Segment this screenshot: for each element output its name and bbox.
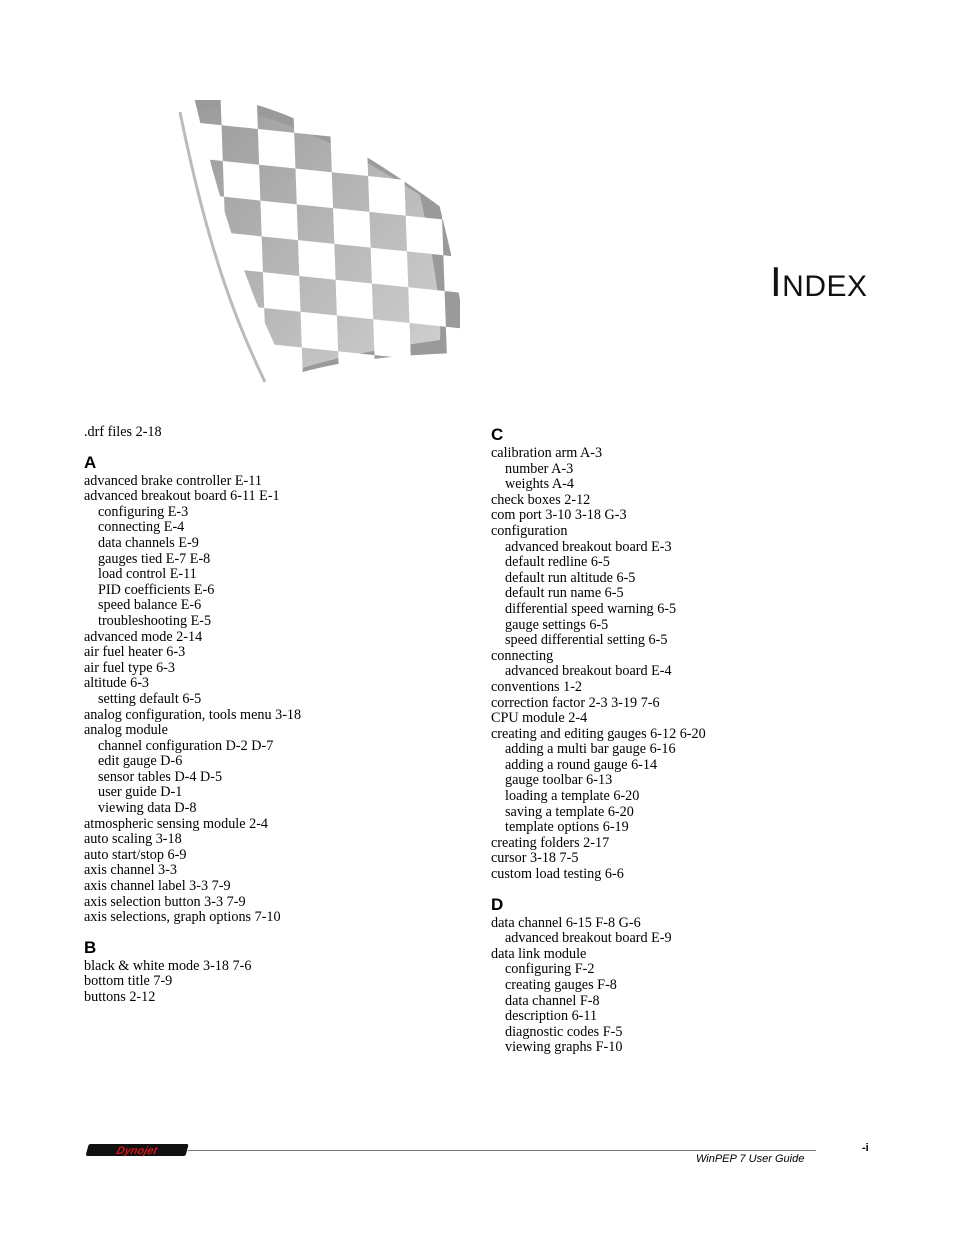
index-subentry: diagnostic codes F-5 xyxy=(505,1023,623,1040)
index-entry: advanced breakout board 6-11 E-1 xyxy=(84,488,280,505)
index-entry: air fuel type 6-3 xyxy=(84,659,175,676)
index-letter-a: A xyxy=(84,452,97,472)
index-subentry: channel configuration D-2 D-7 xyxy=(98,737,274,754)
index-entry: creating folders 2-17 xyxy=(491,834,610,851)
checkered-flag-graphic xyxy=(170,100,460,390)
index-entry: advanced brake controller E-11 xyxy=(84,472,262,489)
index-entry: correction factor 2-3 3-19 7-6 xyxy=(491,694,660,711)
index-subentry: advanced breakout board E-3 xyxy=(505,538,672,555)
index-subentry: data channel F-8 xyxy=(505,992,600,1009)
index-subentry: gauges tied E-7 E-8 xyxy=(98,550,211,567)
flag-check-square xyxy=(402,108,440,148)
index-subentry: viewing graphs F-10 xyxy=(505,1039,623,1056)
flag-check-square xyxy=(447,363,460,390)
index-sections-left xyxy=(84,453,464,1006)
index-subentry: default run name 6-5 xyxy=(505,585,624,602)
index-entry: axis channel 3-3 xyxy=(84,862,177,879)
index-entry: conventions 1-2 xyxy=(491,678,583,695)
index-entry: CPU module 2-4 xyxy=(491,710,588,727)
index-subentry: configuring F-2 xyxy=(505,961,595,978)
index-subentry: saving a template 6-20 xyxy=(505,803,634,820)
index-entry: axis channel label 3-3 7-9 xyxy=(84,878,231,895)
index-subentry: gauge settings 6-5 xyxy=(505,616,609,633)
index-entry: axis selections, graph options 7-10 xyxy=(84,909,281,926)
index-entry: advanced mode 2-14 xyxy=(84,628,203,645)
index-subentry: sensor tables D-4 D-5 xyxy=(98,768,223,785)
index-entry: configuration xyxy=(491,522,568,539)
index-subentry: connecting E-4 xyxy=(98,519,185,536)
flag-check-square xyxy=(170,261,192,301)
index-subentry: speed balance E-6 xyxy=(98,597,202,614)
logo-text: Dynojet xyxy=(115,1145,159,1157)
index-entry: bottom title 7-9 xyxy=(84,973,173,990)
index-entry: data channel 6-15 F-8 G-6 xyxy=(491,914,641,931)
index-entry: data link module xyxy=(491,945,587,962)
index-entry: atmospheric sensing module 2-4 xyxy=(84,815,269,832)
index-letter-c: C xyxy=(491,425,504,444)
index-subentry: adding a multi bar gauge 6-16 xyxy=(505,741,676,758)
index-subentry: description 6-11 xyxy=(505,1008,598,1025)
flag-check-square xyxy=(374,355,412,390)
index-column-right xyxy=(491,425,871,1056)
index-entry: analog module xyxy=(84,722,168,739)
footer-rule xyxy=(188,1150,816,1151)
index-entry: air fuel heater 6-3 xyxy=(84,644,186,661)
flag-check-square xyxy=(267,380,305,390)
index-letter-d: D xyxy=(491,894,504,914)
index-subentry: load control E-11 xyxy=(98,566,197,583)
index-letter-b: B xyxy=(84,937,97,957)
index-entry: altitude 6-3 xyxy=(84,675,150,692)
index-subentry: default run altitude 6-5 xyxy=(505,569,636,586)
index-entry: auto start/stop 6-9 xyxy=(84,846,187,863)
flag-check-square xyxy=(194,372,232,390)
index-subentry: edit gauge D-6 xyxy=(98,753,183,770)
guide-title: WinPEP 7 User Guide xyxy=(696,1153,805,1165)
flag-check-square xyxy=(442,219,460,259)
index-entry: connecting xyxy=(491,647,554,664)
index-entry: black & white mode 3-18 7-6 xyxy=(84,957,252,974)
index-entry: check boxes 2-12 xyxy=(491,491,591,508)
index-subentry: differential speed warning 6-5 xyxy=(505,600,677,617)
index-entry: buttons 2-12 xyxy=(84,989,156,1005)
flag-check-square xyxy=(364,100,402,108)
page-number: -i xyxy=(862,1142,869,1154)
flag-check-square xyxy=(339,387,377,390)
index-subentry: number A-3 xyxy=(505,460,574,477)
index-subentry: advanced breakout board E-9 xyxy=(505,930,672,947)
flag-check-square xyxy=(292,100,330,101)
flag-check-square xyxy=(170,332,194,372)
index-subentry: troubleshooting E-5 xyxy=(98,612,212,629)
index-subentry: speed differential setting 6-5 xyxy=(505,632,668,649)
index-subentry: default redline 6-5 xyxy=(505,554,610,571)
index-entry: auto scaling 3-18 xyxy=(84,831,182,848)
index-entry: .drf files 2-18 xyxy=(84,424,162,440)
flag-check-square xyxy=(440,148,460,188)
dynojet-logo xyxy=(86,1143,190,1157)
index-column-left xyxy=(84,425,464,1006)
index-subentry: PID coefficients E-6 xyxy=(98,581,215,598)
flag-check-square xyxy=(170,189,189,229)
index-entry: custom load testing 6-6 xyxy=(491,866,624,883)
index-sections-right xyxy=(491,425,871,1056)
flag-check-square xyxy=(329,101,367,141)
index-subentry: gauge toolbar 6-13 xyxy=(505,772,613,789)
index-subentry: adding a round gauge 6-14 xyxy=(505,756,658,773)
index-subentry: configuring E-3 xyxy=(98,503,189,520)
index-subentry: viewing data D-8 xyxy=(98,800,197,817)
index-entry: calibration arm A-3 xyxy=(491,445,603,461)
index-subentry: advanced breakout board E-4 xyxy=(505,663,672,680)
page-title: INDEX xyxy=(770,258,868,305)
index-subentry: weights A-4 xyxy=(505,476,574,493)
index-subentry: data channels E-9 xyxy=(98,534,199,551)
index-subentry: setting default 6-5 xyxy=(98,690,202,707)
index-subentry: creating gauges F-8 xyxy=(505,977,617,993)
index-entry: analog configuration, tools menu 3-18 xyxy=(84,706,302,723)
index-subentry: loading a template 6-20 xyxy=(505,788,640,805)
flag-check-square xyxy=(192,300,230,340)
index-subentry: user guide D-1 xyxy=(98,784,183,801)
index-entry: axis selection button 3-3 7-9 xyxy=(84,893,246,910)
flag-check-square xyxy=(437,100,460,116)
index-entry: cursor 3-18 7-5 xyxy=(491,850,579,867)
flag-check-square xyxy=(445,291,460,331)
index-entry: com port 3-10 3-18 G-3 xyxy=(491,507,627,524)
index-subentry: template options 6-19 xyxy=(505,819,629,836)
index-entry: creating and editing gauges 6-12 6-20 xyxy=(491,725,706,742)
